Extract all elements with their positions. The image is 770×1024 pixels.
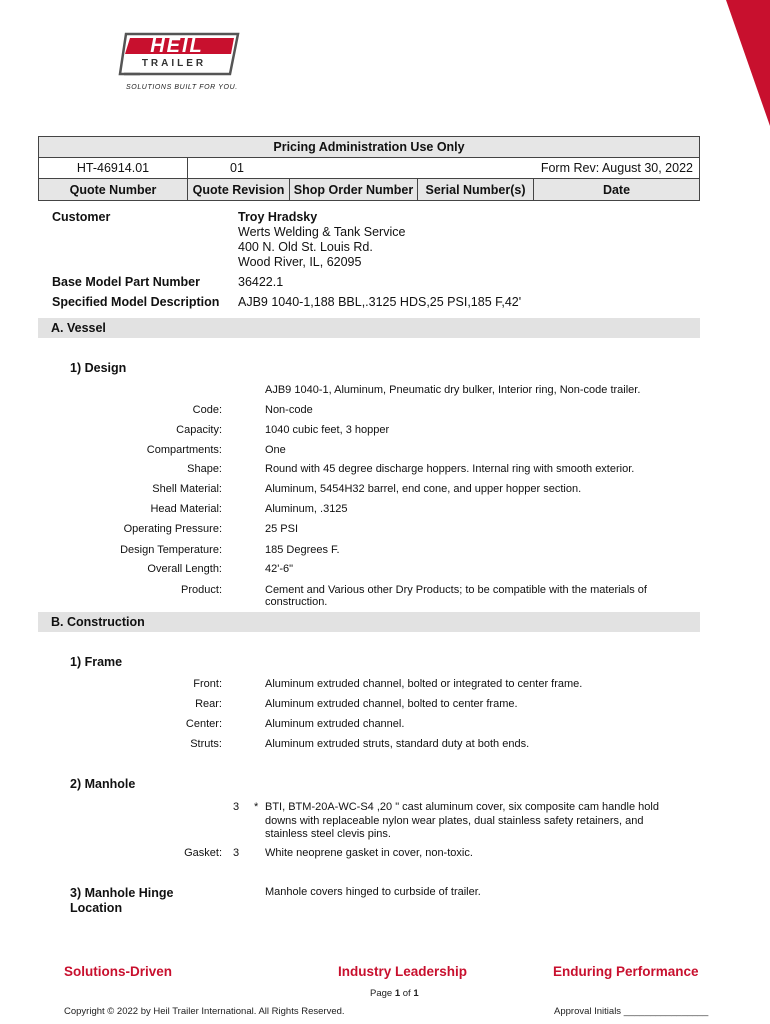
spec-label: Capacity: bbox=[176, 424, 222, 436]
footer-slogan-left: Solutions-Driven bbox=[64, 964, 173, 979]
label-serial-numbers: Serial Number(s) bbox=[417, 179, 533, 200]
table-values-row bbox=[39, 158, 699, 179]
footer-slogan-right: Enduring Performance bbox=[553, 964, 699, 979]
label-quote-revision: Quote Revision bbox=[187, 179, 289, 200]
frame-subheading: 1) Frame bbox=[70, 655, 123, 669]
form-rev: Form Rev: August 30, 2022 bbox=[540, 161, 693, 175]
base-model-label: Base Model Part Number bbox=[52, 275, 200, 289]
design-subheading: 1) Design bbox=[70, 361, 127, 375]
spec-value: Aluminum, .3125 bbox=[265, 503, 348, 515]
quote-revision-value: 01 bbox=[187, 158, 289, 178]
customer-label: Customer bbox=[52, 210, 111, 224]
hinge-subheading: 3) Manhole Hinge bbox=[70, 886, 174, 900]
frame-value: Aluminum extruded struts, standard duty at both ends. bbox=[265, 738, 530, 750]
spec-value: 42'-6" bbox=[265, 563, 294, 575]
label-shop-order-number: Shop Order Number bbox=[289, 179, 417, 200]
customer-address-line2: Wood River, IL, 62095 bbox=[238, 255, 362, 269]
spec-label: Compartments: bbox=[146, 444, 222, 456]
gasket-label: Gasket: bbox=[184, 847, 222, 859]
table-title: Pricing Administration Use Only bbox=[273, 140, 465, 154]
spec-label: Shell Material: bbox=[152, 483, 222, 495]
manhole-desc-line: downs with replaceable nylon wear plates, dual stainless safety retainers, and bbox=[265, 815, 644, 827]
frame-value: Aluminum extruded channel, bolted or integrated to center frame. bbox=[265, 678, 583, 690]
page-indicator bbox=[370, 988, 419, 999]
manhole-desc-line: stainless steel clevis pins. bbox=[265, 828, 391, 840]
spec-label: Code: bbox=[192, 404, 222, 416]
pricing-admin-table bbox=[38, 136, 700, 201]
customer-name: Troy Hradsky bbox=[238, 210, 318, 224]
page-of: of bbox=[400, 988, 414, 999]
spec-label: Product: bbox=[181, 584, 222, 596]
logo-subtext: TRAILER bbox=[141, 58, 207, 69]
spec-label: Overall Length: bbox=[147, 563, 222, 575]
approval-initials: Approval Initials ________________ bbox=[554, 1006, 709, 1017]
section-construction-header: B. Construction bbox=[38, 612, 700, 632]
model-description-label: Specified Model Description bbox=[52, 295, 220, 309]
frame-label: Front: bbox=[193, 678, 222, 690]
quote-number-value: HT-46914.01 bbox=[76, 161, 150, 175]
gasket-quantity: 3 bbox=[233, 847, 240, 859]
spec-value: Round with 45 degree discharge hoppers. Internal ring with smooth exterior. bbox=[265, 463, 635, 475]
footer-slogan-center: Industry Leadership bbox=[338, 964, 468, 979]
frame-label: Rear: bbox=[195, 698, 222, 710]
label-date: Date bbox=[533, 179, 699, 200]
spec-value: Non-code bbox=[265, 404, 313, 416]
manhole-marker: * bbox=[254, 801, 259, 813]
page-prefix: Page bbox=[370, 988, 395, 999]
logo-text: HEIL bbox=[150, 35, 204, 57]
spec-label: Design Temperature: bbox=[120, 544, 222, 556]
tagline: SOLUTIONS BUILT FOR YOU. bbox=[126, 84, 238, 91]
frame-value: Aluminum extruded channel. bbox=[265, 718, 405, 730]
frame-label: Struts: bbox=[190, 738, 222, 750]
manhole-desc-line: BTI, BTM-20A-WC-S4 ,20 " cast aluminum cover, six composite cam handle hold bbox=[265, 801, 659, 813]
copyright-notice: Copyright © 2022 by Heil Trailer International. All Rights Reserved. bbox=[64, 1006, 345, 1017]
spec-value: Aluminum, 5454H32 barrel, end cone, and upper hopper section. bbox=[265, 483, 582, 495]
page-number: 1 bbox=[394, 988, 401, 999]
spec-value: 185 Degrees F. bbox=[265, 544, 340, 556]
base-model-value: 36422.1 bbox=[238, 275, 284, 289]
customer-address-line1: 400 N. Old St. Louis Rd. bbox=[238, 240, 373, 254]
frame-value: Aluminum extruded channel, bolted to center frame. bbox=[265, 698, 518, 710]
spec-value: One bbox=[265, 444, 286, 456]
table-labels-row bbox=[39, 179, 699, 200]
gasket-value: White neoprene gasket in cover, non-toxic. bbox=[265, 847, 473, 859]
spec-value: Cement and Various other Dry Products; to be compatible with the materials of bbox=[265, 584, 647, 596]
frame-label: Center: bbox=[185, 718, 222, 730]
page-total: 1 bbox=[413, 988, 419, 999]
spec-label: Operating Pressure: bbox=[123, 523, 222, 535]
spec-value-continued: construction. bbox=[265, 596, 328, 608]
table-title-row bbox=[39, 137, 699, 158]
spec-label: Shape: bbox=[187, 463, 222, 475]
manhole-quantity: 3 bbox=[233, 801, 240, 813]
customer-company: Werts Welding & Tank Service bbox=[238, 225, 406, 239]
heil-trailer-logo bbox=[112, 30, 242, 90]
label-quote-number: Quote Number bbox=[39, 179, 187, 200]
spec-value: 25 PSI bbox=[265, 523, 299, 535]
corner-accent-icon bbox=[726, 0, 770, 126]
manhole-subheading: 2) Manhole bbox=[70, 777, 136, 791]
design-summary: AJB9 1040-1, Aluminum, Pneumatic dry bulker, Interior ring, Non-code trailer. bbox=[265, 384, 641, 396]
section-vessel-header: A. Vessel bbox=[38, 318, 700, 338]
spec-value: 1040 cubic feet, 3 hopper bbox=[265, 424, 390, 436]
hinge-subheading-continued: Location bbox=[70, 901, 123, 915]
model-description-value: AJB9 1040-1,188 BBL,.3125 HDS,25 PSI,185 F,42' bbox=[238, 295, 522, 309]
spec-label: Head Material: bbox=[150, 503, 222, 515]
hinge-value: Manhole covers hinged to curbside of trailer. bbox=[265, 886, 481, 898]
